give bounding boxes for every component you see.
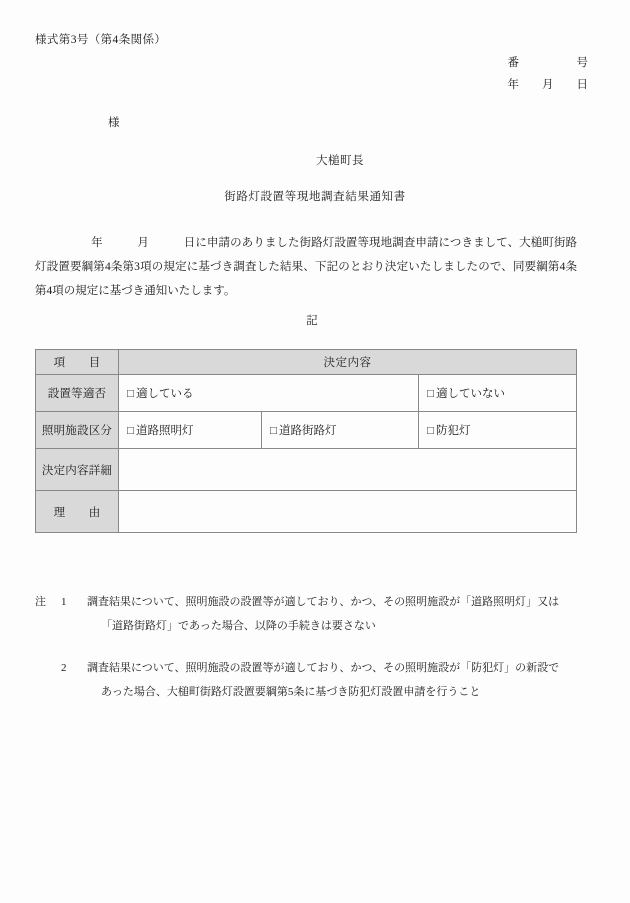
table-row	[36, 412, 577, 449]
note-item	[35, 656, 595, 704]
checkbox-option-road-lighting[interactable]	[119, 412, 262, 449]
checkbox-option-label: 道路街路灯	[278, 425, 337, 437]
ki-marker-text: 記	[306, 315, 318, 327]
checkbox-option-label: 道路照明灯	[135, 425, 194, 437]
note-text	[87, 590, 595, 638]
note-number: 2	[61, 662, 67, 674]
table-row	[36, 491, 577, 533]
checkbox-icon[interactable]: □	[427, 425, 434, 437]
decision-details-input[interactable]	[119, 449, 577, 491]
addressee-honorific: 様	[108, 117, 120, 129]
note-item	[35, 590, 595, 638]
notes-tag: 注	[35, 596, 46, 608]
checkbox-option-label: 適している	[135, 388, 194, 400]
checkbox-option-suitable[interactable]	[119, 375, 419, 412]
checkbox-icon[interactable]: □	[127, 425, 134, 437]
table-row	[36, 375, 577, 412]
reason-input[interactable]	[119, 491, 577, 533]
table-header-row	[36, 350, 577, 375]
ki-marker	[0, 312, 630, 328]
row-label-decision-details: 決定内容詳細	[36, 449, 119, 491]
note-text	[87, 656, 595, 704]
checkbox-option-label: 適していない	[435, 388, 505, 400]
document-meta-block	[508, 52, 589, 96]
row-label-reason: 理 由	[36, 491, 119, 533]
application-date-blank: 年 月 日	[91, 237, 196, 249]
document-title-text: 街路灯設置等現地調査結果通知書	[224, 191, 406, 203]
row-label-suitability: 設置等適否	[36, 375, 119, 412]
document-number-line: 番 号	[507, 57, 588, 69]
row-label-lighting-category: 照明施設区分	[36, 412, 119, 449]
note-line-1: 調査結果について、照明施設の設置等が適しており、かつ、その照明施設が「道路照明灯」又は	[87, 596, 560, 608]
checkbox-icon[interactable]: □	[427, 388, 434, 400]
checkbox-icon[interactable]: □	[127, 388, 134, 400]
checkbox-icon[interactable]: □	[270, 425, 277, 437]
document-date-line: 年 月 日	[507, 79, 588, 91]
note-line-2: あった場合、大槌町街路灯設置要綱第5条に基づき防犯灯設置申請を行うこと	[101, 686, 481, 698]
checkbox-option-street-lighting[interactable]	[262, 412, 419, 449]
checkbox-option-label: 防犯灯	[435, 425, 471, 437]
issuer-name	[0, 152, 630, 168]
note-number: 1	[61, 596, 67, 608]
document-title	[0, 188, 630, 204]
table-row	[36, 449, 577, 491]
checkbox-option-not-suitable[interactable]	[419, 375, 577, 412]
body-paragraph	[35, 231, 577, 303]
note-line-2: 「道路街路灯」であった場合、以降の手続きは要さない	[101, 620, 376, 632]
issuer-label: 大槌町長	[316, 155, 364, 167]
body-paragraph-text: に申請のありました街路灯設置等現地調査申請につきまして、大槌町街路灯設置要綱第4条第3項の規定に基づき調査した結果、下記のとおり決定いたしましたので、同要綱第4条第4項の規定に基づき通知いたします。	[35, 237, 577, 297]
note-line-1: 調査結果について、照明施設の設置等が適しており、かつ、その照明施設が「防犯灯」の新設で	[87, 662, 560, 674]
checkbox-option-security-light[interactable]	[419, 412, 577, 449]
notes-section	[35, 590, 595, 722]
header-item-cell: 項 目	[36, 350, 119, 375]
decision-table	[35, 349, 577, 533]
header-content-cell: 決定内容	[119, 350, 577, 375]
form-number: 様式第3号（第4条関係）	[35, 34, 167, 46]
